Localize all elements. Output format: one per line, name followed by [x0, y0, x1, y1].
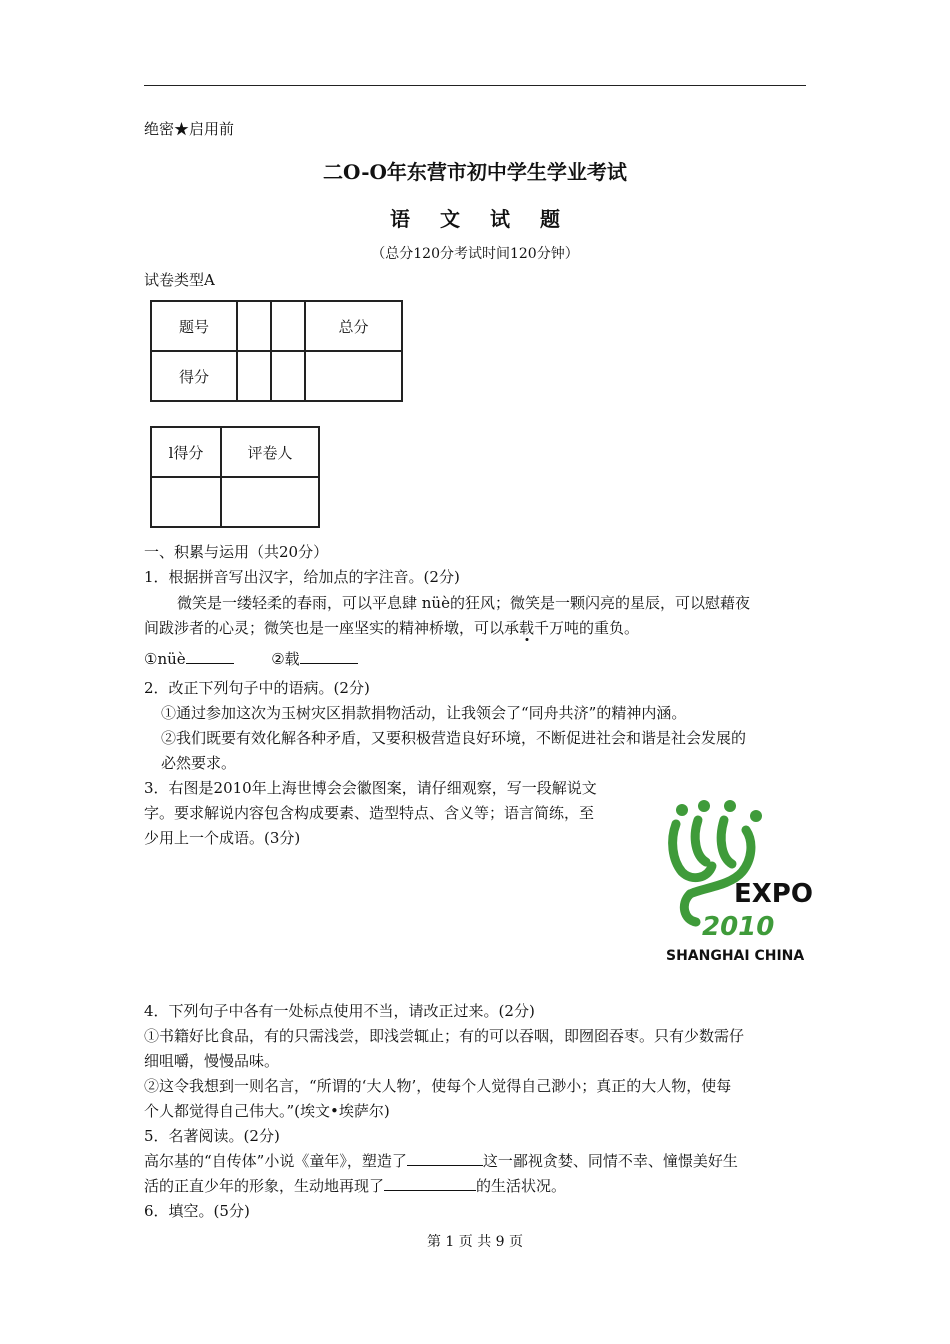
- grader-table-cell: [221, 477, 319, 527]
- grader-table-cell: [151, 477, 221, 527]
- expo-emblem-icon: [662, 790, 812, 965]
- score-table-cell: [237, 351, 271, 401]
- q6-title: 6．填空。(5分): [144, 1202, 250, 1220]
- q5-line2-pre: 活的正直少年的形象，生动地再现了: [144, 1177, 385, 1195]
- grader-table-score: l得分: [151, 427, 221, 477]
- q2-sentence2-line2: 必然要求。: [161, 754, 237, 772]
- q3-line2: 字。要求解说内容包含构成要素、造型特点、含义等；语言简练，至: [144, 804, 595, 822]
- score-table-cell: [271, 351, 305, 401]
- score-table: [150, 300, 403, 402]
- score-table-cell: [271, 301, 305, 351]
- expo-logo: [662, 790, 812, 965]
- confidential-label: 绝密★启用前: [144, 120, 235, 138]
- header-rule: [144, 85, 806, 86]
- q5-line2: [144, 1175, 566, 1196]
- q3-line3: 少用上一个成语。(3分): [144, 829, 301, 847]
- q1-passage-line1: 微笑是一缕轻柔的春雨，可以平息肆 nüè的狂风；微笑是一颗闪亮的星辰，可以慰藉夜: [177, 594, 750, 612]
- answer-blank[interactable]: [300, 648, 358, 664]
- q5-line1-pre: 高尔基的“自传体”小说《童年》，塑造了: [144, 1152, 407, 1170]
- grader-table-grader: 评卷人: [221, 427, 319, 477]
- q4-sentence1-line1: ①书籍好比食品，有的只需浅尝，即浅尝辄止；有的可以吞咽，即囫囵吞枣。只有少数需仔: [144, 1027, 745, 1045]
- q4-sentence1-line2: 细咀嚼，慢慢品味。: [144, 1052, 280, 1070]
- q5-title: 5．名著阅读。(2分): [144, 1127, 280, 1145]
- q1-title: 1．根据拼音写出汉字，给加点的字注音。(2分): [144, 568, 460, 586]
- score-time-note: （总分120分考试时间120分钟）: [371, 246, 579, 262]
- exam-title: 二O-O年东营市初中学生学业考试: [323, 160, 627, 184]
- q3-line1: 3．右图是2010年上海世博会会徽图案，请仔细观察，写一段解说文: [144, 779, 597, 797]
- answer-blank[interactable]: [384, 1175, 476, 1191]
- answer-blank[interactable]: [407, 1150, 483, 1166]
- score-table-cell: [305, 351, 402, 401]
- expo-year: 2010: [702, 912, 775, 942]
- expo-word: EXPO: [734, 879, 812, 909]
- dotted-character: 载: [519, 619, 535, 637]
- q4-title: 4．下列句子中各有一处标点使用不当，请改正过来。(2分): [144, 1002, 535, 1020]
- paper-type: 试卷类型A: [144, 271, 215, 289]
- subject-title: 语文试题: [390, 207, 590, 231]
- q1-passage-line2-post: 千万吨的重负。: [534, 619, 640, 637]
- q4-sentence2-line1: ②这令我想到一则名言，“所谓的‘大人物’，使每个人觉得自己渺小；真正的大人物，使每: [144, 1077, 732, 1095]
- q1-passage-line2-pre: 间跋涉者的心灵；微笑也是一座坚实的精神桥墩，可以承: [144, 619, 520, 637]
- q1-blank1-label: ①nüè: [144, 650, 186, 668]
- q2-sentence1: ①通过参加这次为玉树灾区捐款捐物活动，让我领会了“同舟共济”的精神内涵。: [161, 704, 687, 722]
- score-table-cell: [237, 301, 271, 351]
- answer-blank[interactable]: [186, 648, 234, 664]
- q5-line1-post: 这一鄙视贪婪、同情不幸、憧憬美好生: [482, 1152, 738, 1170]
- expo-city: SHANGHAI CHINA: [666, 948, 805, 964]
- q5-line2-post: 的生活状况。: [476, 1177, 567, 1195]
- section-heading: 一、积累与运用（共20分）: [144, 543, 329, 561]
- score-table-label-total: 总分: [305, 301, 402, 351]
- page-number: 第 1 页 共 9 页: [426, 1234, 524, 1250]
- score-table-label-score: 得分: [151, 351, 237, 401]
- grader-table: [150, 426, 320, 528]
- q5-line1: [144, 1150, 738, 1171]
- q1-answer-blanks: [144, 648, 358, 669]
- q1-passage-line2: [144, 617, 639, 638]
- q4-sentence2-line2: 个人都觉得自己伟大。”(埃文•埃萨尔): [144, 1102, 390, 1120]
- q2-sentence2-line1: ②我们既要有效化解各种矛盾，又要积极营造良好环境，不断促进社会和谐是社会发展的: [161, 729, 747, 747]
- q2-title: 2．改正下列句子中的语病。(2分): [144, 679, 370, 697]
- q1-blank2-label: ②载: [271, 650, 300, 668]
- score-table-label-question: 题号: [151, 301, 237, 351]
